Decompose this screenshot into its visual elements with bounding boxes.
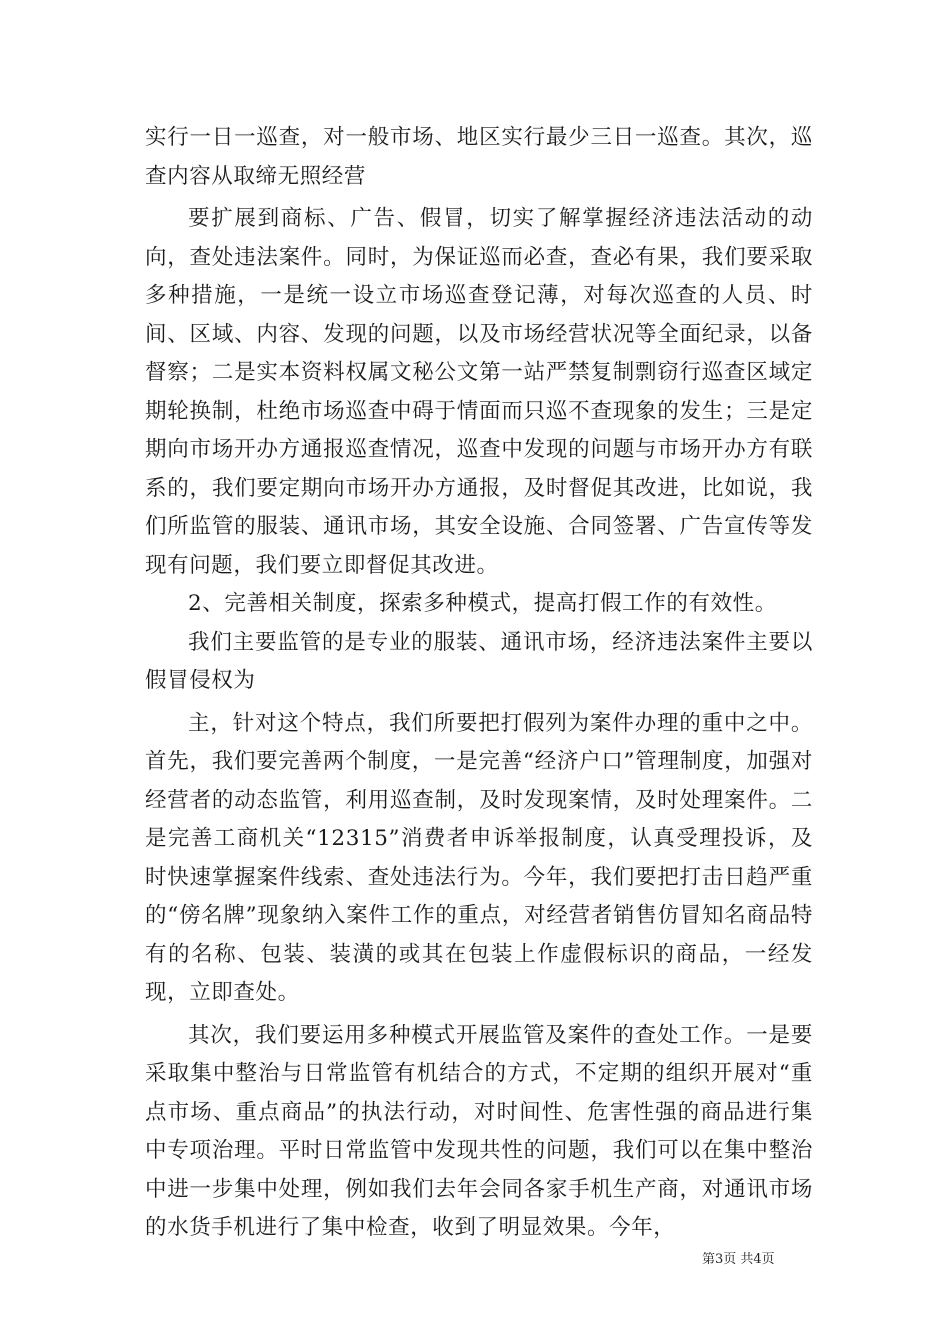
paragraph-6: 其次，我们要运用多种模式开展监管及案件的查处工作。一是要采取集中整治与日常监管有机结合的方式，不定期的组织开展对“重点市场、重点商品”的执法行动，对时间性、危害性强的商品进行集中专项治理。平时日常监管中发现共性的问题，我们可以在集中整治中进一步集中处理，例如我们去年会同各家手机生产商，对通讯市场的水货手机进行了集中检查，收到了明显效果。今年，	[145, 1022, 813, 1240]
paragraph-3: 2、完善相关制度，探索多种模式，提高打假工作的有效性。	[188, 591, 777, 616]
page-number-footer: 第3页 共4页	[702, 1252, 775, 1267]
paragraph-2: 要扩展到商标、广告、假冒，切实了解掌握经济违法活动的动向，查处违法案件。同时，为保证巡而必查，查必有果，我们要采取多种措施，一是统一设立市场巡查登记薄，对每次巡查的人员、时间、区域、内容、发现的问题，以及市场经营状况等全面纪录，以备督察；二是实本资料权属文秘公文第一站严禁复制剽窃行巡查区域定期轮换制，杜绝市场巡查中碍于情面而只巡不查现象的发生；三是定期向市场开办方通报巡查情况，巡查中发现的问题与市场开办方有联系的，我们要定期向市场开办方通报，及时督促其改进，比如说，我们所监管的服装、通讯市场，其安全设施、合同签署、广告宣传等发现有问题，我们要立即督促其改进。	[145, 206, 813, 578]
document-body	[145, 119, 813, 1248]
paragraph-5: 主，针对这个特点，我们所要把打假列为案件办理的重中之中。首先，我们要完善两个制度，一是完善“经济户口”管理制度，加强对经营者的动态监管，利用巡查制，及时发现案情，及时处理案件。二是完善工商机关“12315”消费者申诉举报制度，认真受理投诉，及时快速掌握案件线索、查处违法行为。今年，我们要把打击日趋严重的“傍名牌”现象纳入案件工作的重点，对经营者销售仿冒知名商品特有的名称、包装、装潢的或其在包装上作虚假标识的商品，一经发现，立即查处。	[145, 710, 813, 1005]
paragraph-4: 我们主要监管的是专业的服装、通讯市场，经济违法案件主要以假冒侵权为	[145, 629, 813, 693]
paragraph-1: 实行一日一巡查，对一般市场、地区实行最少三日一巡查。其次，巡查内容从取缔无照经营	[145, 125, 813, 189]
